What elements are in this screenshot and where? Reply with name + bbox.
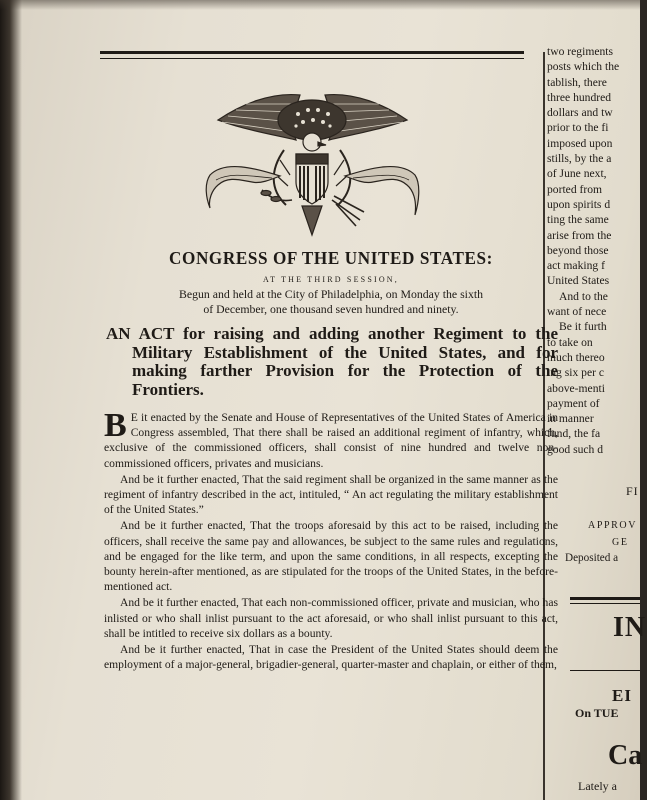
right-column-line: ported from — [547, 182, 603, 196]
right-column-line: tablish, there — [547, 75, 607, 89]
right-column — [547, 44, 647, 800]
approved-name-fragment: GE — [612, 537, 629, 548]
top-edge-shadow — [0, 0, 640, 10]
begun-line-1: Begun and held at the City of Philadelphia, on Monday the sixth — [178, 287, 484, 301]
right-column-line: Be it furth — [559, 320, 607, 334]
deposited-line: Deposited a — [565, 552, 619, 564]
right-column-line: United States — [547, 274, 610, 288]
right-column-lines — [547, 44, 647, 457]
header-rule-thick — [100, 51, 524, 54]
act-title: AN ACT for raising and adding another Regiment to the Military Establishment of the United States, and for making farther Provision for the Protection of the Frontiers. — [106, 324, 558, 399]
right-column-line: to take on — [547, 335, 593, 349]
right-column-line: in manner — [547, 412, 594, 426]
begun-line-2: of December, one thousand seven hundred and ninety. — [203, 302, 459, 316]
right-column-line: beyond those — [547, 243, 609, 257]
right-heading-el: EI — [612, 686, 632, 705]
approved-label: APPROV — [588, 520, 638, 531]
right-column-line: upon spirits d — [547, 197, 611, 211]
header-rule-thin — [100, 58, 524, 59]
paragraph-5: And be it further enacted, That in case the President of the United States should deem the employment of a major-general, brigadier-general, quarter-master and chaplain, or either of them, — [104, 643, 558, 672]
right-column-line: imposed upon — [547, 136, 613, 150]
right-column-line: want of nece — [547, 305, 607, 319]
paragraph-4: And be it further enacted, That each non-commissioned officer, private and musician, who has inlisted or who shall inlist pursuant to the act aforesaid, or who shall inlist pursuant to this act, shall be intitled to receive six dollars as a bounty. — [104, 596, 558, 640]
right-column-line: payment of — [547, 396, 600, 410]
right-column-line: much thereo — [547, 350, 605, 364]
eagle-seal-engraving — [200, 80, 425, 248]
right-signature-fragment: FI — [626, 484, 639, 498]
right-column-line: fund, the fa — [547, 427, 601, 441]
begun-line — [104, 287, 558, 317]
right-column-line: dollars and tw — [547, 106, 613, 120]
right-column-line: prior to the fi — [547, 121, 609, 135]
right-column-line: good such d — [547, 442, 604, 456]
right-heading-ca: Ca — [608, 740, 643, 771]
congress-title: CONGRESS OF THE UNITED STATES: — [169, 248, 493, 268]
drop-cap: B — [104, 407, 127, 444]
right-column-line: arise from the — [547, 228, 612, 242]
right-column-line: three hundred — [547, 90, 612, 104]
right-column-line: of June next, — [547, 167, 607, 181]
lately-line: Lately a — [578, 779, 617, 793]
session-line: AT THE THIRD SESSION, — [263, 275, 399, 284]
binding-shadow — [0, 0, 22, 800]
paragraph-2: And be it further enacted, That the said regiment shall be organized in the same manner as the regiment of infantry described in the act, intituled, “ An act regulating the military establishment of the United States.” — [104, 472, 558, 517]
right-heading-in: IN — [613, 612, 647, 643]
right-column-line: stills, by the a — [547, 152, 612, 166]
right-column-line: ting the same — [547, 213, 609, 227]
right-column-line: two regiments — [547, 45, 614, 58]
right-column-line: above-menti — [547, 381, 605, 395]
main-article — [104, 248, 558, 672]
right-column-line: posts which the — [547, 60, 620, 74]
paragraph-3: And be it further enacted, That the troops aforesaid by this act to be raised, including the officers, shall receive the same pay and allowances, be subject to the same rules and regulations, and be engaged for the like term, and upon the same conditions, in all respects, excepting the bounty herein-after mentioned, as are stipulated for the troops of the United States, in the before-mentioned act. — [104, 519, 558, 594]
on-tuesday-line: On TUE — [575, 706, 619, 720]
paragraph-1-text: E it enacted by the Senate and House of Representatives of the United States of America in Congress assembled, That there shall be raised an additional regiment of infantry, which, exclusive of the commissioned officers, shall consist of nine hundred and twelve non-commissioned officers, privates and musicians. — [104, 411, 558, 470]
right-column-line: act making f — [547, 259, 605, 273]
right-column-line: And to the — [559, 289, 608, 303]
right-column-line: ing six per c — [547, 366, 604, 380]
paragraph-1 — [104, 407, 558, 471]
